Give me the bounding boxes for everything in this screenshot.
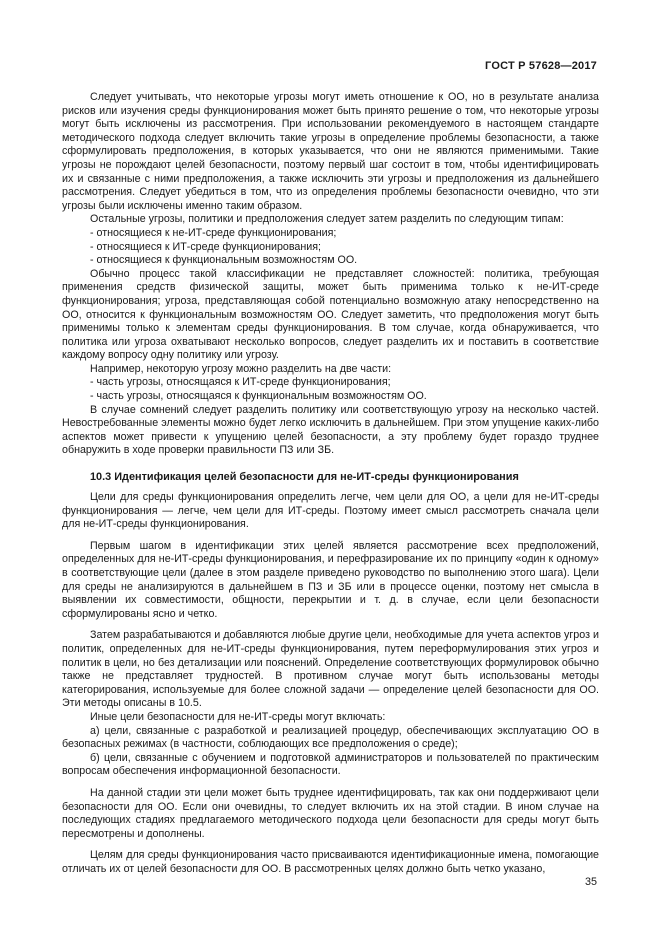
paragraph: Затем разрабатываются и добавляются любые другие цели, необходимые для учета аспектов угроз и политик, определенных для не-ИТ-среды функционирования, путем переформулирования этих угроз и политик в цели, но без детализации или пояснений. Определение соответствующих формулировок обычно также не представляет трудностей. В противном случае могут быть использованы методы категорирования, используемые для более сложной задачи — определение целей безопасности для ОО. Эти методы описаны в 10.5. (62, 629, 599, 710)
list-item: - относящиеся к не-ИТ-среде функционирования; (90, 226, 337, 239)
list-item: б) цели, связанные с обучением и подготовкой администраторов и пользователей по практическим вопросам обеспечения информационной безопасности. (62, 751, 599, 778)
document-body (62, 91, 599, 876)
list-item: - часть угрозы, относящаяся к функциональным возможностям ОО. (90, 390, 427, 403)
paragraph: Иные цели безопасности для не-ИТ-среды могут включать: (90, 710, 386, 723)
paragraph: Первым шагом в идентификации этих целей является рассмотрение всех предположений, определенных для не-ИТ-среды функционирования, и перефразирование их по принципу «один к одному» в соответствующие цели (далее в этом разделе приведено руководство по выполнению этого шага). Цели для среды не анализируются в дальнейшем в ПЗ и ЗБ или в процессе оценки, поэтому нет смысла в выявлении их совместимости, общности, перекрытии и т. д. в случае, если цели безопасности сформулированы ясно и четко. (62, 539, 599, 620)
paragraph: Остальные угрозы, политики и предположения следует затем разделить по следующим типам: (90, 213, 564, 226)
paragraph: В случае сомнений следует разделить политику или соответствующую угрозу на несколько частей. Невостребованные элементы можно будет легко исключить в дальнейшем. При этом упущение каких-либо аспектов может привести к упущению целей безопасности, а эту проблему будет гораздо труднее обнаружить в ходе проверки правильности ПЗ или ЗБ. (62, 403, 599, 457)
list-item: а) цели, связанные с разработкой и реализацией процедур, обеспечивающих эксплуатацию ОО в безопасных режимах (в частности, соблюдающих все предположения о среде); (62, 724, 599, 751)
document-header: ГОСТ Р 57628—2017 (485, 60, 597, 72)
paragraph: Обычно процесс такой классификации не представляет сложностей: политика, требующая применения средств физической защиты, может быть применима только к не-ИТ-среде функционирования; угроза, представляющая собой потенциально возможную атаку непосредственно на ОО, относится к функциональным возможностям ОО. Следует заметить, что предположения могут быть применимы только к элементам среды функционирования. В том случае, когда обнаруживается, что политика или угроза охватывают несколько вопросов, следует разделить их и поставить в соответствие каждому вопросу одну политику или угрозу. (62, 267, 599, 362)
paragraph: Целям для среды функционирования часто присваиваются идентификационные имена, помогающие отличать их от целей безопасности для ОО. В рассмотренных целях должно быть четко указано, (62, 849, 599, 875)
list-item: - относящиеся к функциональным возможностям ОО. (90, 254, 358, 267)
paragraph: Цели для среды функционирования определить легче, чем цели для ОО, а цели для не-ИТ-среды функционирования — легче, чем цели для ИТ-среды. Поэтому имеет смысл рассмотреть сначала цели для не-ИТ-среды функционирования. (62, 491, 599, 531)
list-item: - относящиеся к ИТ-среде функционирования; (90, 240, 321, 253)
paragraph: Например, некоторую угрозу можно разделить на две части: (90, 362, 392, 375)
paragraph: Следует учитывать, что некоторые угрозы могут иметь отношение к ОО, но в результате анализа рисков или изучения среды функционирования может быть принято решение о том, что некоторые угрозы могут быть исключены из рассмотрения. При использовании рекомендуемого в настоящем стандарте методического подхода следует включить такие угрозы в определение проблемы безопасности, а также сформулировать предположения, в которых указывается, что они не являются применимыми. Такие угрозы не порождают целей безопасности, поэтому первый шаг состоит в том, чтобы идентифицировать их и связанные с ними предположения, а также исключить эти угрозы и предположения из дальнейшего рассмотрения. Следует убедиться в том, что из определения проблемы безопасности очевидно, что эти угрозы были исключены именно таким образом. (62, 91, 599, 212)
section-heading: 10.3 Идентификация целей безопасности для не-ИТ-среды функционирования (90, 471, 519, 484)
page-number: 35 (584, 876, 597, 888)
paragraph: На данной стадии эти цели может быть труднее идентифицировать, так как они поддерживают цели безопасности для ОО. Если они очевидны, то следует включить их на этой стадии. В ином случае на последующих стадиях предлагаемого методического подхода цели безопасности для среды могут быть пересмотрены и дополнены. (62, 786, 599, 840)
list-item: - часть угрозы, относящаяся к ИТ-среде функционирования; (90, 376, 391, 389)
